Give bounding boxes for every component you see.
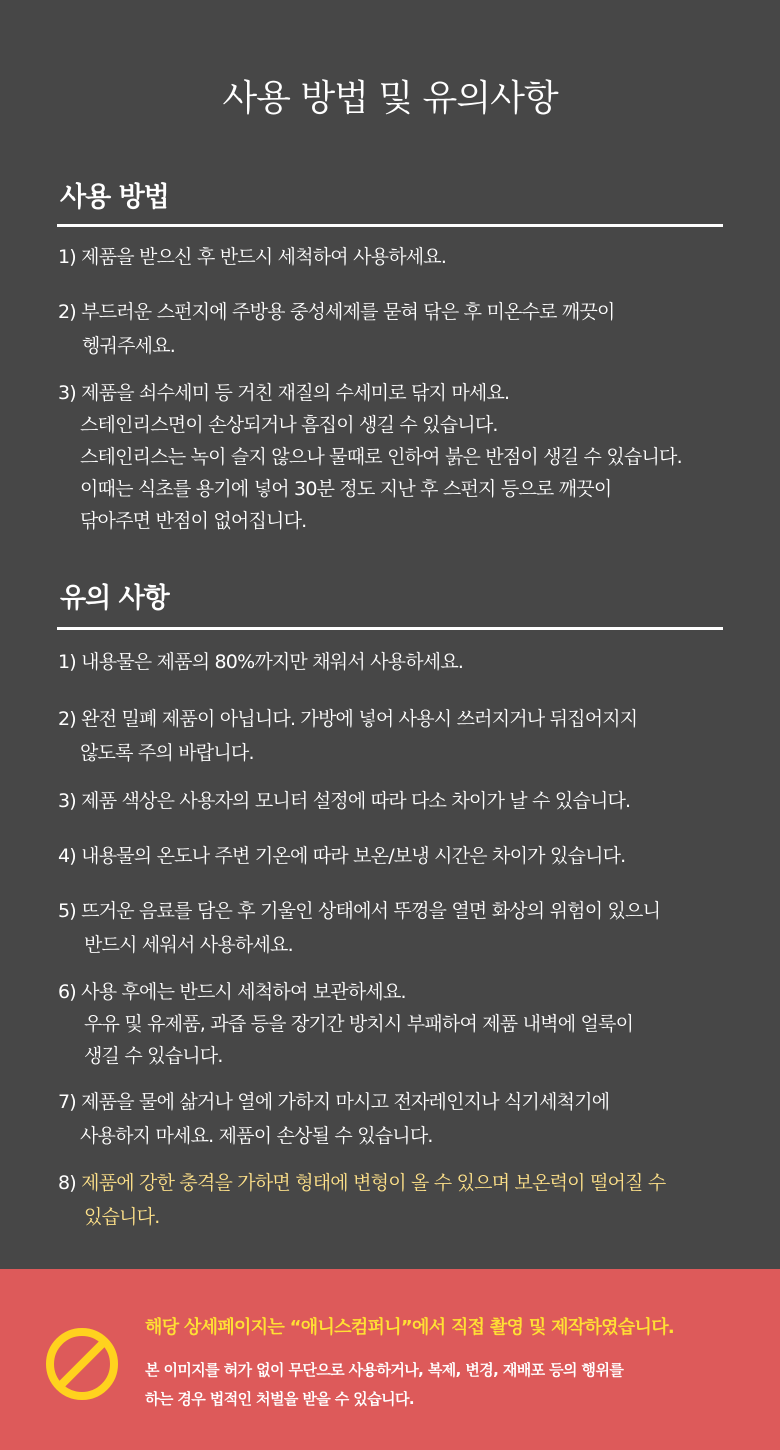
page-title: 사용 방법 및 유의사항: [222, 78, 558, 119]
caution-item-8-line-1: [58, 1166, 758, 1200]
usage-divider: [57, 224, 723, 227]
caution-item-2-line-1: 2) 완전 밀폐 제품이 아닙니다. 가방에 넣어 사용시 쓰러지거나 뒤집어지지: [58, 708, 638, 730]
caution-item-3: [58, 784, 758, 818]
caution-item-5-line-2: 반드시 세워서 사용하세요.: [84, 934, 293, 956]
caution-item-6-line-2: 우유 및 유제품, 과즙 등을 장기간 방치시 부패하여 제품 내벽에 얼룩이: [84, 1013, 634, 1035]
caution-item-8: [58, 1166, 758, 1234]
copyright-notice-body: [145, 1356, 623, 1414]
usage-section-heading: 사용 방법: [60, 182, 169, 213]
caution-item-5-line-1: 5) 뜨거운 음료를 담은 후 기울인 상태에서 뚜껑을 열면 화상의 위험이 있으니: [58, 900, 661, 922]
caution-item-7-line-2: 사용하지 마세요. 제품이 손상될 수 있습니다.: [80, 1125, 433, 1147]
caution-item-1: [58, 645, 758, 679]
copyright-notice-body-line-2: 하는 경우 법적인 처벌을 받을 수 있습니다.: [145, 1390, 414, 1408]
caution-item-2-line-2: 않도록 주의 바랍니다.: [80, 742, 254, 764]
caution-item-8-highlight: 제품에 강한 충격을 가하면 형태에 변형이 올 수 있으며 보온력이 떨어질 수: [75, 1172, 666, 1194]
usage-item-2: [58, 295, 758, 363]
copyright-notice-body-line-1: 본 이미지를 허가 없이 무단으로 사용하거나, 복제, 변경, 재배포 등의 행위를: [145, 1361, 624, 1379]
caution-item-3-line-1: 3) 제품 색상은 사용자의 모니터 설정에 따라 다소 차이가 날 수 있습니다.: [58, 790, 631, 812]
caution-item-4-line-1: 4) 내용물의 온도나 주변 기온에 따라 보온/보냉 시간은 차이가 있습니다.: [58, 845, 626, 867]
prohibited-icon: [45, 1327, 119, 1401]
usage-item-3-line-1: 3) 제품을 쇠수세미 등 거친 재질의 수세미로 닦지 마세요.: [58, 382, 510, 404]
usage-item-3-line-3: 스테인리스는 녹이 슬지 않으나 물때로 인하여 붉은 반점이 생길 수 있습니다.: [80, 446, 682, 468]
caution-item-6-line-3: 생길 수 있습니다.: [84, 1045, 223, 1067]
copyright-notice-banner: [0, 1269, 780, 1450]
usage-item-3-line-5: 닦아주면 반점이 없어집니다.: [80, 510, 307, 532]
caution-item-4: [58, 839, 758, 873]
usage-item-3: [58, 377, 758, 537]
usage-item-2-line-1: 2) 부드러운 스펀지에 주방용 중성세제를 묻혀 닦은 후 미온수로 깨끗이: [58, 301, 615, 323]
usage-item-2-line-2: 헹궈주세요.: [82, 335, 176, 357]
caution-item-8-line-2: 있습니다.: [84, 1206, 160, 1228]
copyright-notice-title: 해당 상세페이지는 “애니스컴퍼니”에서 직접 촬영 및 제작하였습니다.: [145, 1317, 675, 1338]
caution-item-1-line-1: 1) 내용물은 제품의 80%까지만 채워서 사용하세요.: [58, 651, 464, 673]
usage-item-1-line-1: 1) 제품을 받으신 후 반드시 세척하여 사용하세요.: [58, 246, 447, 268]
caution-item-6: [58, 976, 758, 1072]
usage-item-1: [58, 240, 758, 274]
caution-item-7: [58, 1085, 758, 1153]
caution-item-2: [58, 702, 758, 770]
caution-item-6-line-1: 6) 사용 후에는 반드시 세척하여 보관하세요.: [58, 981, 406, 1003]
usage-item-3-line-2: 스테인리스면이 손상되거나 흠집이 생길 수 있습니다.: [80, 414, 498, 436]
usage-item-3-line-4: 이때는 식초를 용기에 넣어 30분 정도 지난 후 스펀지 등으로 깨끗이: [80, 478, 612, 500]
cautions-section-heading: 유의 사항: [60, 583, 169, 614]
caution-item-8-number: 8): [58, 1172, 76, 1194]
caution-item-7-line-1: 7) 제품을 물에 삶거나 열에 가하지 마시고 전자레인지나 식기세척기에: [58, 1091, 610, 1113]
caution-item-5: [58, 894, 758, 962]
cautions-divider: [57, 627, 723, 630]
